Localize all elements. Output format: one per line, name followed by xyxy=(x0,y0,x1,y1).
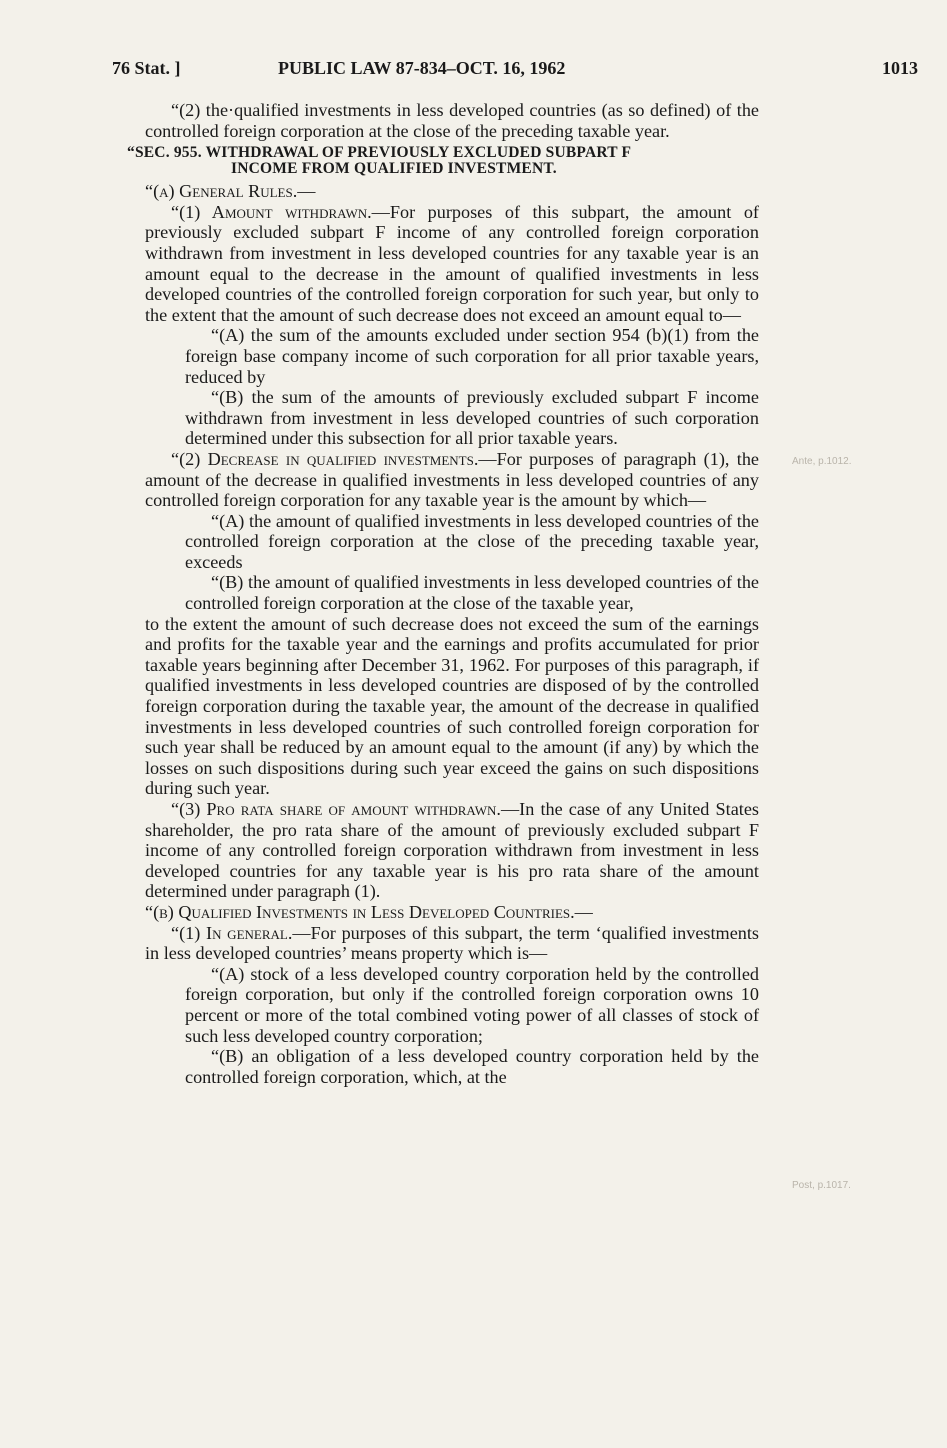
subsection-b-heading: “(b) Qualified Investments in Less Developed Countries.— xyxy=(145,901,593,922)
paragraph-b1-text: For purposes of this subpart, the term ‘qualified investments in less developed countries’ means property which is— xyxy=(145,922,759,964)
section-heading-line2: INCOME FROM QUALIFIED INVESTMENT. xyxy=(231,160,557,178)
body-text xyxy=(127,100,759,1087)
clause-a2-A: “(A) the amount of qualified investments in less developed countries of the controlled foreign corporation at the close of the preceding taxable year, exceeds xyxy=(185,510,759,572)
paragraph-a2-tail: to the extent the amount of such decrease does not exceed the sum of the earnings and profits for the taxable year and the earnings and profits accumulated for prior taxable years beginning after December 31, 1962. For purposes of this paragraph, if qualified investments in less developed countries are disposed of by the controlled foreign corporation during the taxable year, the amount of the decrease in qualified investments in less developed countries of such controlled foreign corporation for such year shall be reduced by an amount equal to the amount (if any) by which the losses on such dispositions during such year exceed the gains on such dispositions during such year. xyxy=(145,613,759,799)
paragraph-a2-heading: “(2) Decrease in qualified investments.— xyxy=(171,448,497,469)
paragraph-b1-heading: “(1) In general.— xyxy=(171,922,311,943)
section-heading xyxy=(127,145,759,177)
paragraph-a1-heading: “(1) Amount withdrawn.— xyxy=(171,201,390,222)
paragraph-2-carryover: “(2) the·qualified investments in less developed countries (as so defined) of the controlled foreign corporation at the close of the preceding taxable year. xyxy=(145,100,759,141)
page-number: 1013 xyxy=(882,58,918,78)
paragraph-a2-text: For purposes of paragraph (1), the amount of the decrease in qualified investments in less developed countries of any controlled foreign corporation for any taxable year is the amount by which— xyxy=(145,448,759,511)
paragraph-a3-text: In the case of any United States shareholder, the pro rata share of the amount of previously excluded subpart F income of any controlled foreign corporation withdrawn from investment in less developed countries for any taxable year is his pro rata share of the amount determined under paragraph (1). xyxy=(145,799,759,902)
paragraph-a3 xyxy=(145,799,759,902)
section-heading-line1: “SEC. 955. WITHDRAWAL OF PREVIOUSLY EXCLUDED SUBPART F xyxy=(127,144,632,162)
paragraph-a3-heading: “(3) Pro rata share of amount withdrawn.— xyxy=(171,799,520,819)
paragraph-a1 xyxy=(145,202,759,326)
subsection-a-heading: “(a) General Rules.— xyxy=(145,181,316,202)
margin-note-post: Post, p.1017. xyxy=(792,1180,851,1191)
paragraph-b1 xyxy=(145,923,759,964)
volume-citation: 76 Stat. ] xyxy=(112,58,181,78)
law-title: PUBLIC LAW 87-834–OCT. 16, 1962 xyxy=(278,58,566,78)
clause-b1-A: “(A) stock of a less developed country corporation held by the controlled foreign corporation, but only if the controlled foreign corporation owns 10 percent or more of the total combined voting power of all classes of stock of such less developed country corporation; xyxy=(185,963,759,1046)
paragraph-a1-text: For purposes of this subpart, the amount of previously excluded subpart F income of any controlled foreign corporation withdrawn from investment in less developed countries for any taxable year is an amount equal to the decrease in the amount of qualified investments in less developed countries of the controlled foreign corporation for such year, but only to the extent that the amount of such decrease does not exceed an amount equal to— xyxy=(145,201,759,325)
running-header xyxy=(112,58,918,84)
clause-a1-B: “(B) the sum of the amounts of previously excluded subpart F income withdrawn from investment in less developed countries of such corporation determined under this subsection for all prior taxable years. xyxy=(185,387,759,449)
clause-b1-B: “(B) an obligation of a less developed country corporation held by the controlled foreign corporation, which, at the xyxy=(185,1046,759,1087)
paragraph-a2 xyxy=(145,449,759,511)
clause-a2-B: “(B) the amount of qualified investments in less developed countries of the controlled foreign corporation at the close of the taxable year, xyxy=(185,572,759,614)
margin-note-ante: Ante, p.1012. xyxy=(792,456,852,467)
clause-a1-A: “(A) the sum of the amounts excluded under section 954 (b)(1) from the foreign base company income of such corporation for all prior taxable years, reduced by xyxy=(185,325,759,387)
